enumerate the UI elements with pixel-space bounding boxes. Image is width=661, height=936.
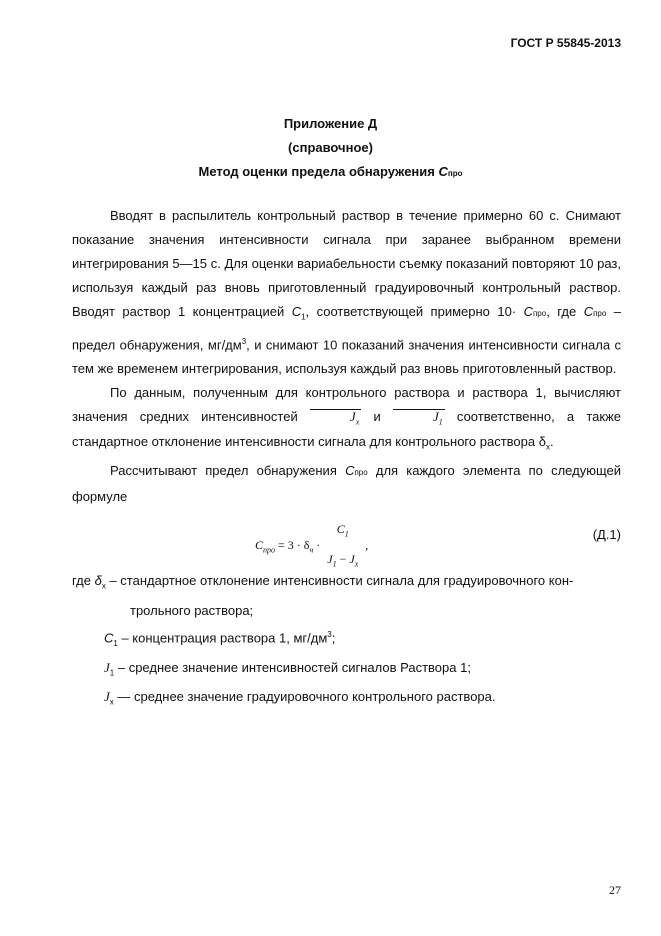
mean-jx-sub: x <box>355 417 360 427</box>
formula-numerator <box>327 517 358 546</box>
p1-symbol-cpro: C <box>523 304 533 319</box>
definition-delta-cont: трольного раствора; <box>130 602 254 618</box>
formula-dot: · <box>313 538 324 553</box>
p1-symbol-cpro2: C <box>583 304 594 319</box>
def-c1-symbol: C <box>104 630 114 646</box>
body-text <box>72 204 621 715</box>
standard-code: ГОСТ Р 55845-2013 <box>510 36 621 50</box>
paragraph-1 <box>72 204 621 381</box>
appendix-heading-text: Метод оценки предела обнаружения <box>198 164 439 179</box>
den-j1-sub: 1 <box>332 558 337 568</box>
definition-jx <box>72 685 621 715</box>
den-jx-sub: x <box>354 558 359 568</box>
p1-text-d: – предел обнаружения, мг/дм <box>72 304 621 352</box>
formula-row <box>72 513 621 568</box>
formula-lhs: C <box>255 538 264 553</box>
formula-delta-sub: ч <box>309 545 314 555</box>
page-number: 27 <box>609 883 621 897</box>
formula-trailing: , <box>362 538 369 553</box>
formula-number: (Д.1) <box>592 527 621 543</box>
def-delta-text-a: – стандартное отклонение интенсивности сигнала для градуировочного кон- <box>105 573 574 589</box>
def-c1-sub: 1 <box>113 638 118 648</box>
def-jx-text: — среднее значение градуировочного контрольного раствора. <box>113 689 496 705</box>
formula-denominator <box>327 547 358 576</box>
def-c1-end: ; <box>331 630 336 646</box>
mean-j1-letter: J <box>432 408 439 424</box>
numerator-sub: 1 <box>344 529 349 539</box>
def-jx-symbol: J <box>104 689 110 705</box>
appendix-title: Приложение Д <box>283 116 378 131</box>
p1-text-a: Вводят в распылитель контрольный раствор в течение примерно 60 с. Снимают показание значения интенсивности сигнала при заранее выбранном времени интегрирования 5—15 с. Для оценки вариабельности съемку показаний повторяют 10 раз, используя каждый раз вновь приготовленный градуировочный контрольный раствор. Вводят раствор 1 концентрацией <box>72 208 621 319</box>
p2-text-a: По данным, полученным для контрольного раствора и раствора 1, вычисляют значения средних интенсивностей <box>72 384 621 424</box>
p1-text-c: , где <box>546 304 584 319</box>
den-minus: − <box>336 551 350 566</box>
den-jx: J <box>349 551 355 566</box>
def-delta-symbol: δ <box>94 573 102 589</box>
paragraph-2 <box>72 381 621 459</box>
heading-symbol-sub: про <box>447 169 463 178</box>
mean-j1-symbol <box>393 409 445 430</box>
p2-text-b: соответственно, а также стандартное отклонение интенсивности сигнала для контрольного раствора δ <box>72 408 621 449</box>
def-j1-text: – среднее значение интенсивностей сигналов Раствора 1; <box>114 659 471 675</box>
formula-lhs-sub: про <box>263 545 276 555</box>
formula-eq: = 3 · δ <box>275 538 310 553</box>
heading-symbol: C <box>438 164 448 179</box>
where-prefix: где <box>72 573 95 589</box>
p1-superscript: 3 <box>241 336 247 346</box>
p1-symbol-c1: C <box>291 304 302 319</box>
def-j1-symbol: J <box>104 659 110 675</box>
definitions-list <box>72 569 621 715</box>
appendix-subtitle: (справочное) <box>288 140 373 155</box>
definition-j1 <box>72 656 621 686</box>
p1-symbol-cpro-sub: про <box>532 309 547 318</box>
den-j1: J <box>327 551 333 566</box>
mean-jx-symbol <box>310 409 361 430</box>
def-jx-sub: x <box>109 697 114 707</box>
p1-symbol-c1-sub: 1 <box>301 312 306 322</box>
p2-delta-sub: x <box>545 442 550 452</box>
numerator-c: C <box>336 522 345 537</box>
p1-symbol-cpro2-sub: про <box>593 309 607 318</box>
p1-text-b: , соответствующей примерно 10· <box>305 304 524 319</box>
def-j1-sub: 1 <box>109 668 115 678</box>
mean-j1-sub: 1 <box>438 417 443 427</box>
p3-symbol-cpro: C <box>345 463 355 479</box>
mean-jx-letter: J <box>349 408 356 424</box>
p2-and: и <box>361 408 393 424</box>
def-delta-sub: x <box>101 581 106 591</box>
appendix-heading <box>0 164 661 179</box>
def-c1-sup: 3 <box>327 629 332 639</box>
p3-symbol-cpro-sub: про <box>354 468 368 478</box>
formula-fraction <box>327 517 358 576</box>
definition-c1 <box>72 623 621 656</box>
formula-d1 <box>255 517 368 576</box>
paragraph-3 <box>72 459 621 509</box>
p2-text-c: . <box>549 433 554 449</box>
p3-text-a: Рассчитывают предел обнаружения <box>110 463 346 479</box>
def-c1-text: – концентрация раствора 1, мг/дм <box>117 630 328 646</box>
p3-text-b: для каждого элемента по следующей формуле <box>72 463 621 505</box>
p1-text-e: , и снимают 10 показаний значения интенсивности сигнала с тем же временем интегрирования, используя каждый раз вновь приготовленный раствор. <box>72 336 621 376</box>
